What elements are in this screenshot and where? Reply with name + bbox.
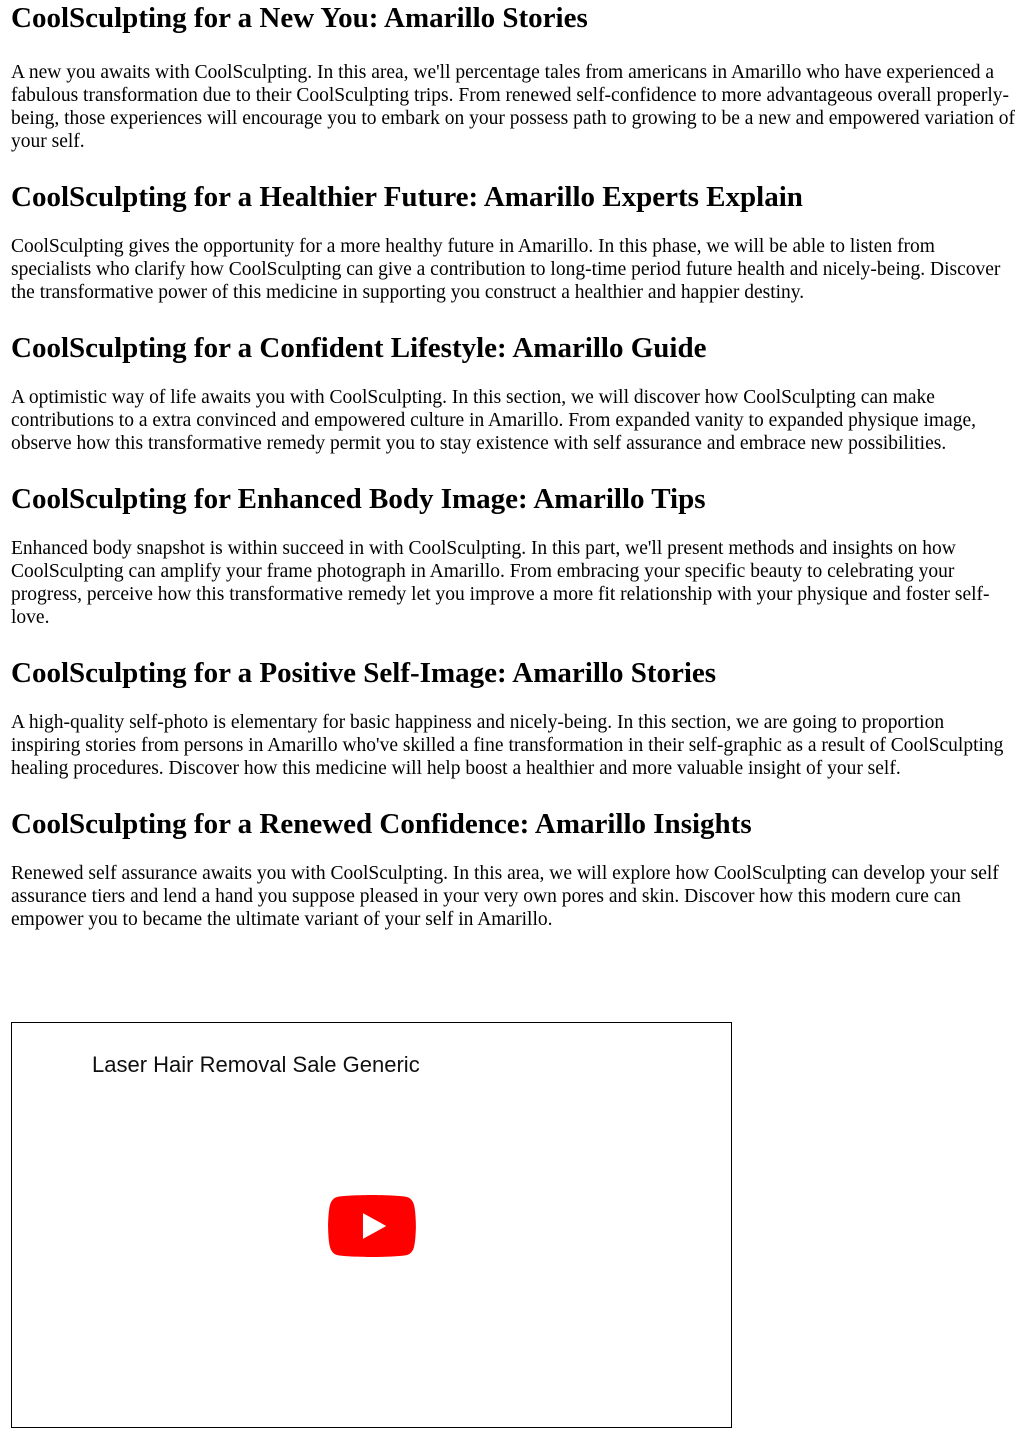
section-heading: CoolSculpting for a Confident Lifestyle: Amarillo Guide xyxy=(11,332,707,364)
video-embed[interactable] xyxy=(11,1022,732,1428)
section-confident-lifestyle xyxy=(11,331,1015,455)
youtube-play-icon[interactable] xyxy=(328,1195,416,1257)
section-healthier-future xyxy=(11,180,1015,304)
section-heading: CoolSculpting for a Renewed Confidence: Amarillo Insights xyxy=(11,808,752,840)
section-body: Renewed self assurance awaits you with CoolSculpting. In this area, we will explore how CoolSculpting can develop your self assurance tiers and lend a hand you suppose pleased in your very own pores and skin. Discover how this modern cure can empower you to became the ultimate variant of your self in Amarillo. xyxy=(11,863,999,930)
section-body-image xyxy=(11,482,1015,629)
section-body: A new you awaits with CoolSculpting. In this area, we'll percentage tales from americans in Amarillo who have experienced a fabulous transformation due to their CoolSculpting trips. From renewed self-confidence to more advantageous overall properly-being, those experiences will encourage you to embark on your possess path to growing to be a new and empowered variation of your self. xyxy=(11,62,1015,152)
section-body: A optimistic way of life awaits you with CoolSculpting. In this section, we will discover how CoolSculpting can make contributions to a extra convinced and empowered culture in Amarillo. From expanded vanity to expanded physique image, observe how this transformative remedy permit you to stay existence with self assurance and embrace new possibilities. xyxy=(11,387,976,454)
section-body: Enhanced body snapshot is within succeed in with CoolSculpting. In this part, we'll present methods and insights on how CoolSculpting can amplify your frame photograph in Amarillo. From embracing your specific beauty to celebrating your progress, perceive how this transformative remedy let you improve a more fit relationship with your physique and foster self-love. xyxy=(11,538,990,628)
section-renewed-confidence xyxy=(11,807,1015,931)
section-heading: CoolSculpting for a Positive Self-Image: Amarillo Stories xyxy=(11,657,717,689)
article xyxy=(0,1,1024,931)
section-heading: CoolSculpting for a New You: Amarillo Stories xyxy=(11,2,588,34)
video-title[interactable]: Laser Hair Removal Sale Generic xyxy=(92,1052,420,1077)
section-body: A high-quality self-photo is elementary for basic happiness and nicely-being. In this section, we are going to proportion inspiring stories from persons in Amarillo who've skilled a fine transformation in their self-graphic as a result of CoolSculpting healing procedures. Discover how this medicine will help boost a healthier and more valuable insight of your self. xyxy=(11,712,1004,779)
section-heading: CoolSculpting for a Healthier Future: Amarillo Experts Explain xyxy=(11,181,803,213)
section-positive-self-image xyxy=(11,656,1015,780)
section-body: CoolSculpting gives the opportunity for a more healthy future in Amarillo. In this phase, we will be able to listen from specialists who clarify how CoolSculpting can give a contribution to long-time period future health and nicely-being. Discover the transformative power of this medicine in supporting you construct a healthier and happier destiny. xyxy=(11,236,1001,303)
section-heading: CoolSculpting for Enhanced Body Image: Amarillo Tips xyxy=(11,483,706,515)
section-new-you xyxy=(11,1,1015,153)
